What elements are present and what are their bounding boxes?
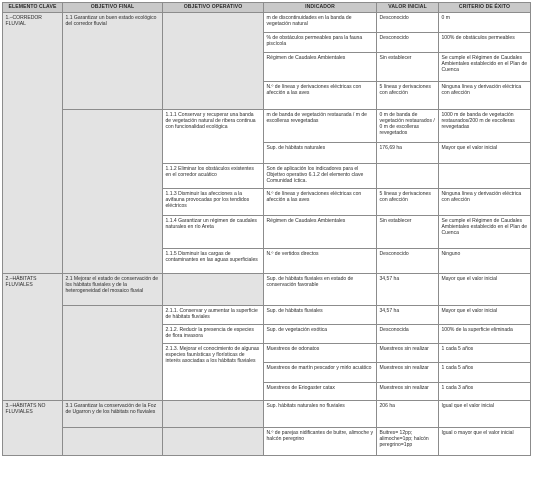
valor-inicial-cell: 5 líneas y derivaciones con afección <box>377 82 439 110</box>
indicador-cell: N.º de líneas y derivaciones eléctricas con afección a las aves <box>264 82 377 110</box>
valor-inicial-cell: Muestreos sin realizar <box>377 383 439 401</box>
objetivo-final-cell: 1.1 Garantizar un buen estado ecológico del corredor fluvial <box>63 13 163 110</box>
table-row <box>3 110 531 143</box>
table-row <box>3 274 531 306</box>
indicador-cell: Régimen de Caudales Ambientales <box>264 53 377 82</box>
valor-inicial-cell: Desconocida <box>377 325 439 344</box>
objetivo-operativo-cell: 1.1.5 Disminuir las cargas de contaminantes en las aguas superficiales <box>163 249 264 274</box>
objetivo-operativo-cell <box>163 274 264 306</box>
table-header-row <box>3 3 531 13</box>
valor-inicial-cell: Desconocido <box>377 33 439 53</box>
criterio-cell <box>439 164 531 189</box>
indicador-cell: Sup. hábitats naturales no fluviales <box>264 401 377 428</box>
indicador-cell: Sup. de hábitats fluviales en estado de conservación favorable <box>264 274 377 306</box>
indicador-cell: N.º de vertidos directos <box>264 249 377 274</box>
table-row <box>3 428 531 456</box>
indicador-cell: Sup. de hábitats fluviales <box>264 306 377 325</box>
objetivo-operativo-cell: 2.1.1. Conservar y aumentar la superficie de hábitats fluviales <box>163 306 264 325</box>
header-criterio-exito: CRITERIO DE ÉXITO <box>439 3 531 13</box>
objetivo-final-cell: 3.1 Garantizar la conservación de la Foz de Ugarron y de los hábitats no fluviales <box>63 401 163 428</box>
objetivo-operativo-cell: 1.1.3 Disminuir las afecciones a la avifauna provocadas por los tendidos eléctricos <box>163 189 264 216</box>
valor-inicial-cell: 34,57 ha <box>377 274 439 306</box>
criterio-cell: Mayor que el valor inicial <box>439 306 531 325</box>
header-objetivo-final: OBJETIVO FINAL <box>63 3 163 13</box>
indicador-cell: m de discontinuidades en la banda de vegetación natural <box>264 13 377 33</box>
indicador-cell: N.º de parejas nidificantes de buitre, alimoche y halcón peregrino <box>264 428 377 456</box>
objetivo-final-cell <box>63 306 163 401</box>
objetivo-final-cell: 2.1 Mejorar el estado de conservación de los hábitats fluviales y de la heterogeneidad del mosaico fluvial <box>63 274 163 306</box>
indicador-cell: Régimen de Caudales Ambientales <box>264 216 377 249</box>
table-row <box>3 401 531 428</box>
objetivo-operativo-cell: 2.1.2. Reducir la presencia de especies de flora invasora <box>163 325 264 344</box>
table-row <box>3 13 531 33</box>
valor-inicial-cell: 34,57 ha <box>377 306 439 325</box>
valor-inicial-cell: Muestreos sin realizar <box>377 344 439 363</box>
header-elemento-clave: ELEMENTO CLAVE <box>3 3 63 13</box>
valor-inicial-cell: 5 líneas y derivaciones con afección <box>377 189 439 216</box>
criterio-cell: Mayor que el valor inicial <box>439 143 531 164</box>
elemento-clave-cell: 3.–HÁBITATS NO FLUVIALES <box>3 401 63 456</box>
criterio-cell: Igual o mayor que el valor inicial <box>439 428 531 456</box>
indicador-cell: % de obstáculos permeables para la fauna piscícola <box>264 33 377 53</box>
objetivo-operativo-cell: 1.1.4 Garantizar un régimen de caudales naturales en río Areta <box>163 216 264 249</box>
indicador-cell: Son de aplicación los indicadores para el Objetivo operativo 6.1.2 del elemento clave Comunidad íctica. <box>264 164 377 189</box>
indicador-cell: Muestreos de martín pescador y mirlo acuático <box>264 363 377 383</box>
objetivo-operativo-cell <box>163 13 264 110</box>
criterio-cell: Ninguna línea y derivación eléctrica con afección <box>439 189 531 216</box>
header-valor-inicial: VALOR INICIAL <box>377 3 439 13</box>
valor-inicial-cell: 206 ha <box>377 401 439 428</box>
valor-inicial-cell: 0 m de banda de vegetación restaurados / 0 m de escolleras revegetados <box>377 110 439 143</box>
indicador-cell: N.º de líneas y derivaciones eléctricas con afección a las aves <box>264 189 377 216</box>
objetivo-operativo-cell: 2.1.3. Mejorar el conocimiento de algunas especies faunísticas y florísticas de interés asociadas a los hábitats fluviales <box>163 344 264 401</box>
valor-inicial-cell: Sin establecer <box>377 216 439 249</box>
elemento-clave-cell: 1.–CORREDOR FLUVIAL <box>3 13 63 274</box>
valor-inicial-cell: Desconocido <box>377 13 439 33</box>
table-row <box>3 306 531 325</box>
objectives-table <box>2 2 531 456</box>
criterio-cell: 100% de la superficie eliminada <box>439 325 531 344</box>
criterio-cell: Se cumple el Régimen de Caudales Ambientales establecido en el Plan de Cuenca <box>439 216 531 249</box>
elemento-clave-cell: 2.–HÁBITATS FLUVIALES <box>3 274 63 401</box>
header-objetivo-operativo: OBJETIVO OPERATIVO <box>163 3 264 13</box>
objetivo-operativo-cell: 1.1.2 Eliminar los obstáculos existentes en el corredor acuático <box>163 164 264 189</box>
valor-inicial-cell <box>377 164 439 189</box>
criterio-cell: 1 cada 5 años <box>439 363 531 383</box>
criterio-cell: Se cumple el Régimen de Caudales Ambientales establecido en el Plan de Cuenca <box>439 53 531 82</box>
criterio-cell: Mayor que el valor inicial <box>439 274 531 306</box>
indicador-cell: Sup. de hábitats naturales <box>264 143 377 164</box>
indicador-cell: Muestreos de odonatos <box>264 344 377 363</box>
valor-inicial-cell: 176,69 ha <box>377 143 439 164</box>
indicador-cell: Sup. de vegetación exótica <box>264 325 377 344</box>
valor-inicial-cell: Muestreos sin realizar <box>377 363 439 383</box>
criterio-cell: 0 m <box>439 13 531 33</box>
indicador-cell: Muestreos de Eriogaster catax <box>264 383 377 401</box>
valor-inicial-cell: Desconocido <box>377 249 439 274</box>
valor-inicial-cell: Buitres= 12pp; alimoche=1pp; halcón peregrino=1pp <box>377 428 439 456</box>
objetivo-operativo-cell: 1.1.1 Conservar y recuperar una banda de vegetación natural de ribera continua con funcionalidad ecológica <box>163 110 264 164</box>
objetivo-operativo-cell <box>163 401 264 428</box>
criterio-cell: 1000 m de banda de vegetación restaurados/200 m de escolleras revegetadas <box>439 110 531 143</box>
criterio-cell: 100% de obstáculos permeables <box>439 33 531 53</box>
criterio-cell: Ninguna línea y derivación eléctrica con afección <box>439 82 531 110</box>
criterio-cell: Ninguno <box>439 249 531 274</box>
objetivo-operativo-cell <box>163 428 264 456</box>
objetivo-final-cell <box>63 110 163 274</box>
indicador-cell: m de banda de vegetación restaurada / m de escolleras revegetadas <box>264 110 377 143</box>
valor-inicial-cell: Sin establecer <box>377 53 439 82</box>
objetivo-final-cell <box>63 428 163 456</box>
criterio-cell: 1 cada 3 años <box>439 383 531 401</box>
criterio-cell: 1 cada 5 años <box>439 344 531 363</box>
header-indicador: INDICADOR <box>264 3 377 13</box>
criterio-cell: Igual que el valor inicial <box>439 401 531 428</box>
